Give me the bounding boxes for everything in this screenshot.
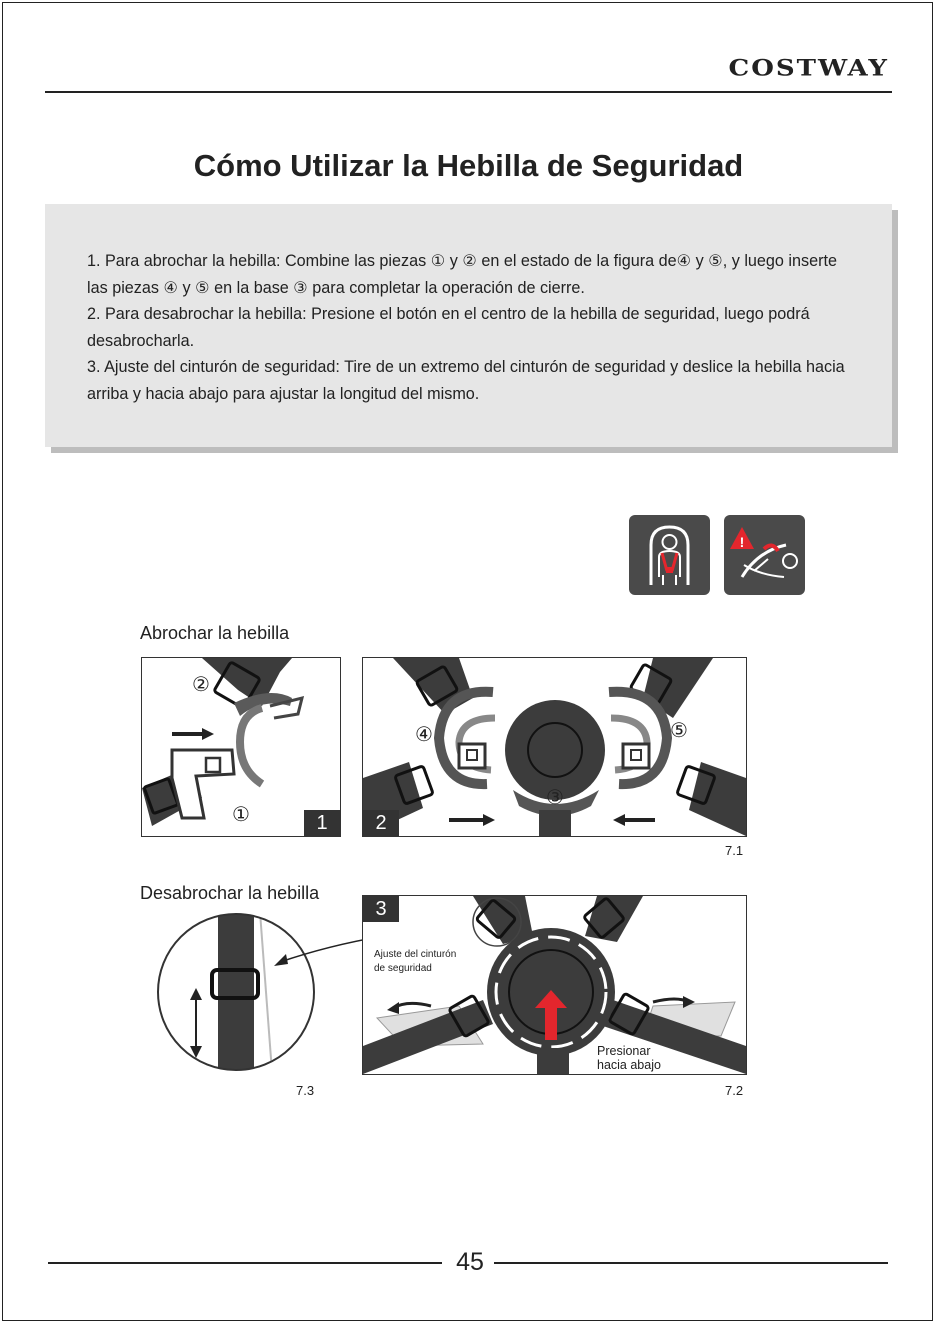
child-unbuckled-warning-icon [724,515,805,595]
step-badge-1: 1 [304,810,340,836]
unfasten-label: Desabrochar la hebilla [140,883,320,903]
instruction-fasten: 1. Para abrochar la hebilla: Combine las piezas ① y ② en el estado de la figura de④ y ⑤, y luego inserte las piezas ④ y ⑤ en la base ③ para completar la operación de cierre. [87,252,838,297]
step-badge-2: 2 [363,810,399,836]
header-rule [45,91,892,93]
step-badge-3: 3 [363,896,399,922]
press-line-1: Presionar [597,1044,651,1058]
page-title: Cómo Utilizar la Hebilla de Seguridad [193,148,744,183]
brand-logo: COSTWAY [728,56,889,82]
page-number: 45 [456,1248,484,1276]
unfasten-panel-3 [362,895,747,1075]
child-buckled-icon [629,515,710,595]
svg-text:!: ! [739,534,745,550]
footer-rule-left [48,1262,442,1264]
buckle-base-3 [505,700,605,836]
marker-piece-1: ① [232,804,250,826]
fasten-label: Abrochar la hebilla [140,623,290,643]
instruction-unfasten: 2. Para desabrochar la hebilla: Presione el botón en el centro de la hebilla de seguridad, luego podrá desabrocharla. [87,305,810,350]
marker-piece-2: ② [192,674,210,696]
figure-label-7-2: 7.2 [725,1083,744,1098]
strap-piece-1 [142,750,234,826]
instruction-adjust: 3. Ajuste del cinturón de seguridad: Tire de un extremo del cinturón de seguridad y deslice la hebilla hacia arriba y hacia abajo para ajustar la longitud del mismo. [87,358,845,403]
strap-right [609,658,746,836]
press-line-2: hacia abajo [597,1058,661,1072]
callout-adjust-strap: Ajuste del cinturón de seguridad [374,949,457,974]
fasten-panel-2 [362,657,747,837]
fasten-panel-1 [141,657,341,837]
figure-label-7-3: 7.3 [296,1083,315,1098]
figure-label-7-1: 7.1 [725,843,744,858]
marker-piece-5: ⑤ [670,720,688,742]
press-down-text [597,1044,661,1072]
footer-rule-right [494,1262,888,1264]
instructions [87,248,857,407]
marker-piece-3: ③ [546,787,564,809]
marker-piece-4: ④ [415,724,433,746]
